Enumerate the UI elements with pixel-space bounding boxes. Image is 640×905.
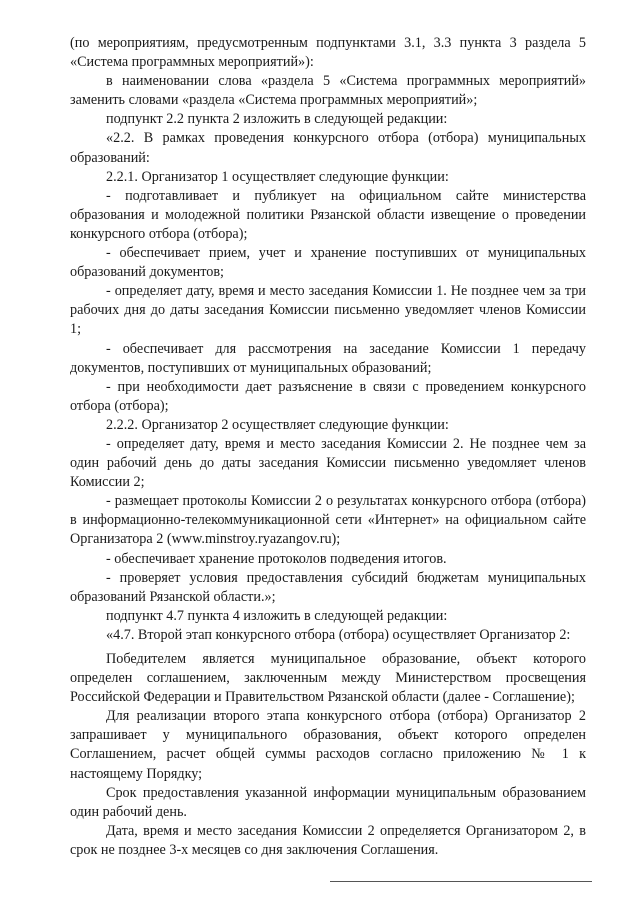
- paragraph: - проверяет условия предоставления субсидий бюджетам муниципальных образований Рязанской области.»;: [70, 569, 586, 605]
- paragraph: - обеспечивает хранение протоколов подведения итогов.: [106, 550, 447, 567]
- scan-edge-line: [330, 881, 592, 882]
- document-page: [70, 34, 586, 860]
- paragraph: 2.2.2. Организатор 2 осуществляет следующие функции:: [106, 416, 449, 433]
- paragraph: - обеспечивает прием, учет и хранение поступивших от муниципальных образований документов;: [70, 245, 586, 281]
- paragraph: 2.2.1. Организатор 1 осуществляет следующие функции:: [106, 168, 449, 185]
- paragraph: подпункт 4.7 пункта 4 изложить в следующей редакции:: [106, 607, 448, 624]
- paragraph: - при необходимости дает разъяснение в связи с проведением конкурсного отбора (отбора);: [70, 378, 586, 414]
- paragraph: (по мероприятиям, предусмотренным подпунктами 3.1, 3.3 пункта 3 раздела 5 «Система программных мероприятий»):: [70, 35, 586, 71]
- paragraph: «4.7. Второй этап конкурсного отбора (отбора) осуществляет Организатор 2:: [106, 626, 571, 643]
- paragraph: - подготавливает и публикует на официальном сайте министерства образования и молодежной политики Рязанской области извещение о проведении конкурсного отбора (отбора);: [70, 187, 586, 242]
- paragraph: в наименовании слова «раздела 5 «Система программных мероприятий» заменить словами «раздела «Система программных мероприятий»;: [70, 73, 586, 109]
- paragraph: Дата, время и место заседания Комиссии 2 определяется Организатором 2, в срок не позднее 3-х месяцев со дня заключения Соглашения.: [70, 822, 586, 858]
- paragraph: - определяет дату, время и место заседания Комиссии 1. Не позднее чем за три рабочих дня до даты заседания Комиссии письменно уведомляет членов Комиссии 1;: [70, 283, 586, 338]
- paragraph: Победителем является муниципальное образование, объект которого определен соглашением, заключенным между Министерством просвещения Российской Федерации и Правительством Рязанской области (далее - Соглашение);: [70, 651, 586, 706]
- paragraph: Срок предоставления указанной информации муниципальным образованием один рабочий день.: [70, 784, 586, 820]
- paragraph: подпункт 2.2 пункта 2 изложить в следующей редакции:: [106, 111, 448, 128]
- paragraph: - определяет дату, время и место заседания Комиссии 2. Не позднее чем за один рабочий день до даты заседания Комиссии письменно уведомляет членов Комиссии 2;: [70, 435, 586, 491]
- paragraph: - обеспечивает для рассмотрения на заседание Комиссии 1 передачу документов, поступивших от муниципальных образований;: [70, 340, 586, 376]
- paragraph: - размещает протоколы Комиссии 2 о результатах конкурсного отбора (отбора) в информационно-телекоммуникационной сети «Интернет» на официальном сайте Организатора 2 (www.minstroy.ryazangov.ru);: [70, 493, 586, 548]
- paragraph: Для реализации второго этапа конкурсного отбора (отбора) Организатор 2 запрашивает у муниципального образования, объект которого определен Соглашением, расчет общей суммы расходов согласно приложению № 1 к настоящему Порядку;: [70, 708, 586, 782]
- paragraph: «2.2. В рамках проведения конкурсного отбора (отбора) муниципальных образований:: [70, 130, 586, 166]
